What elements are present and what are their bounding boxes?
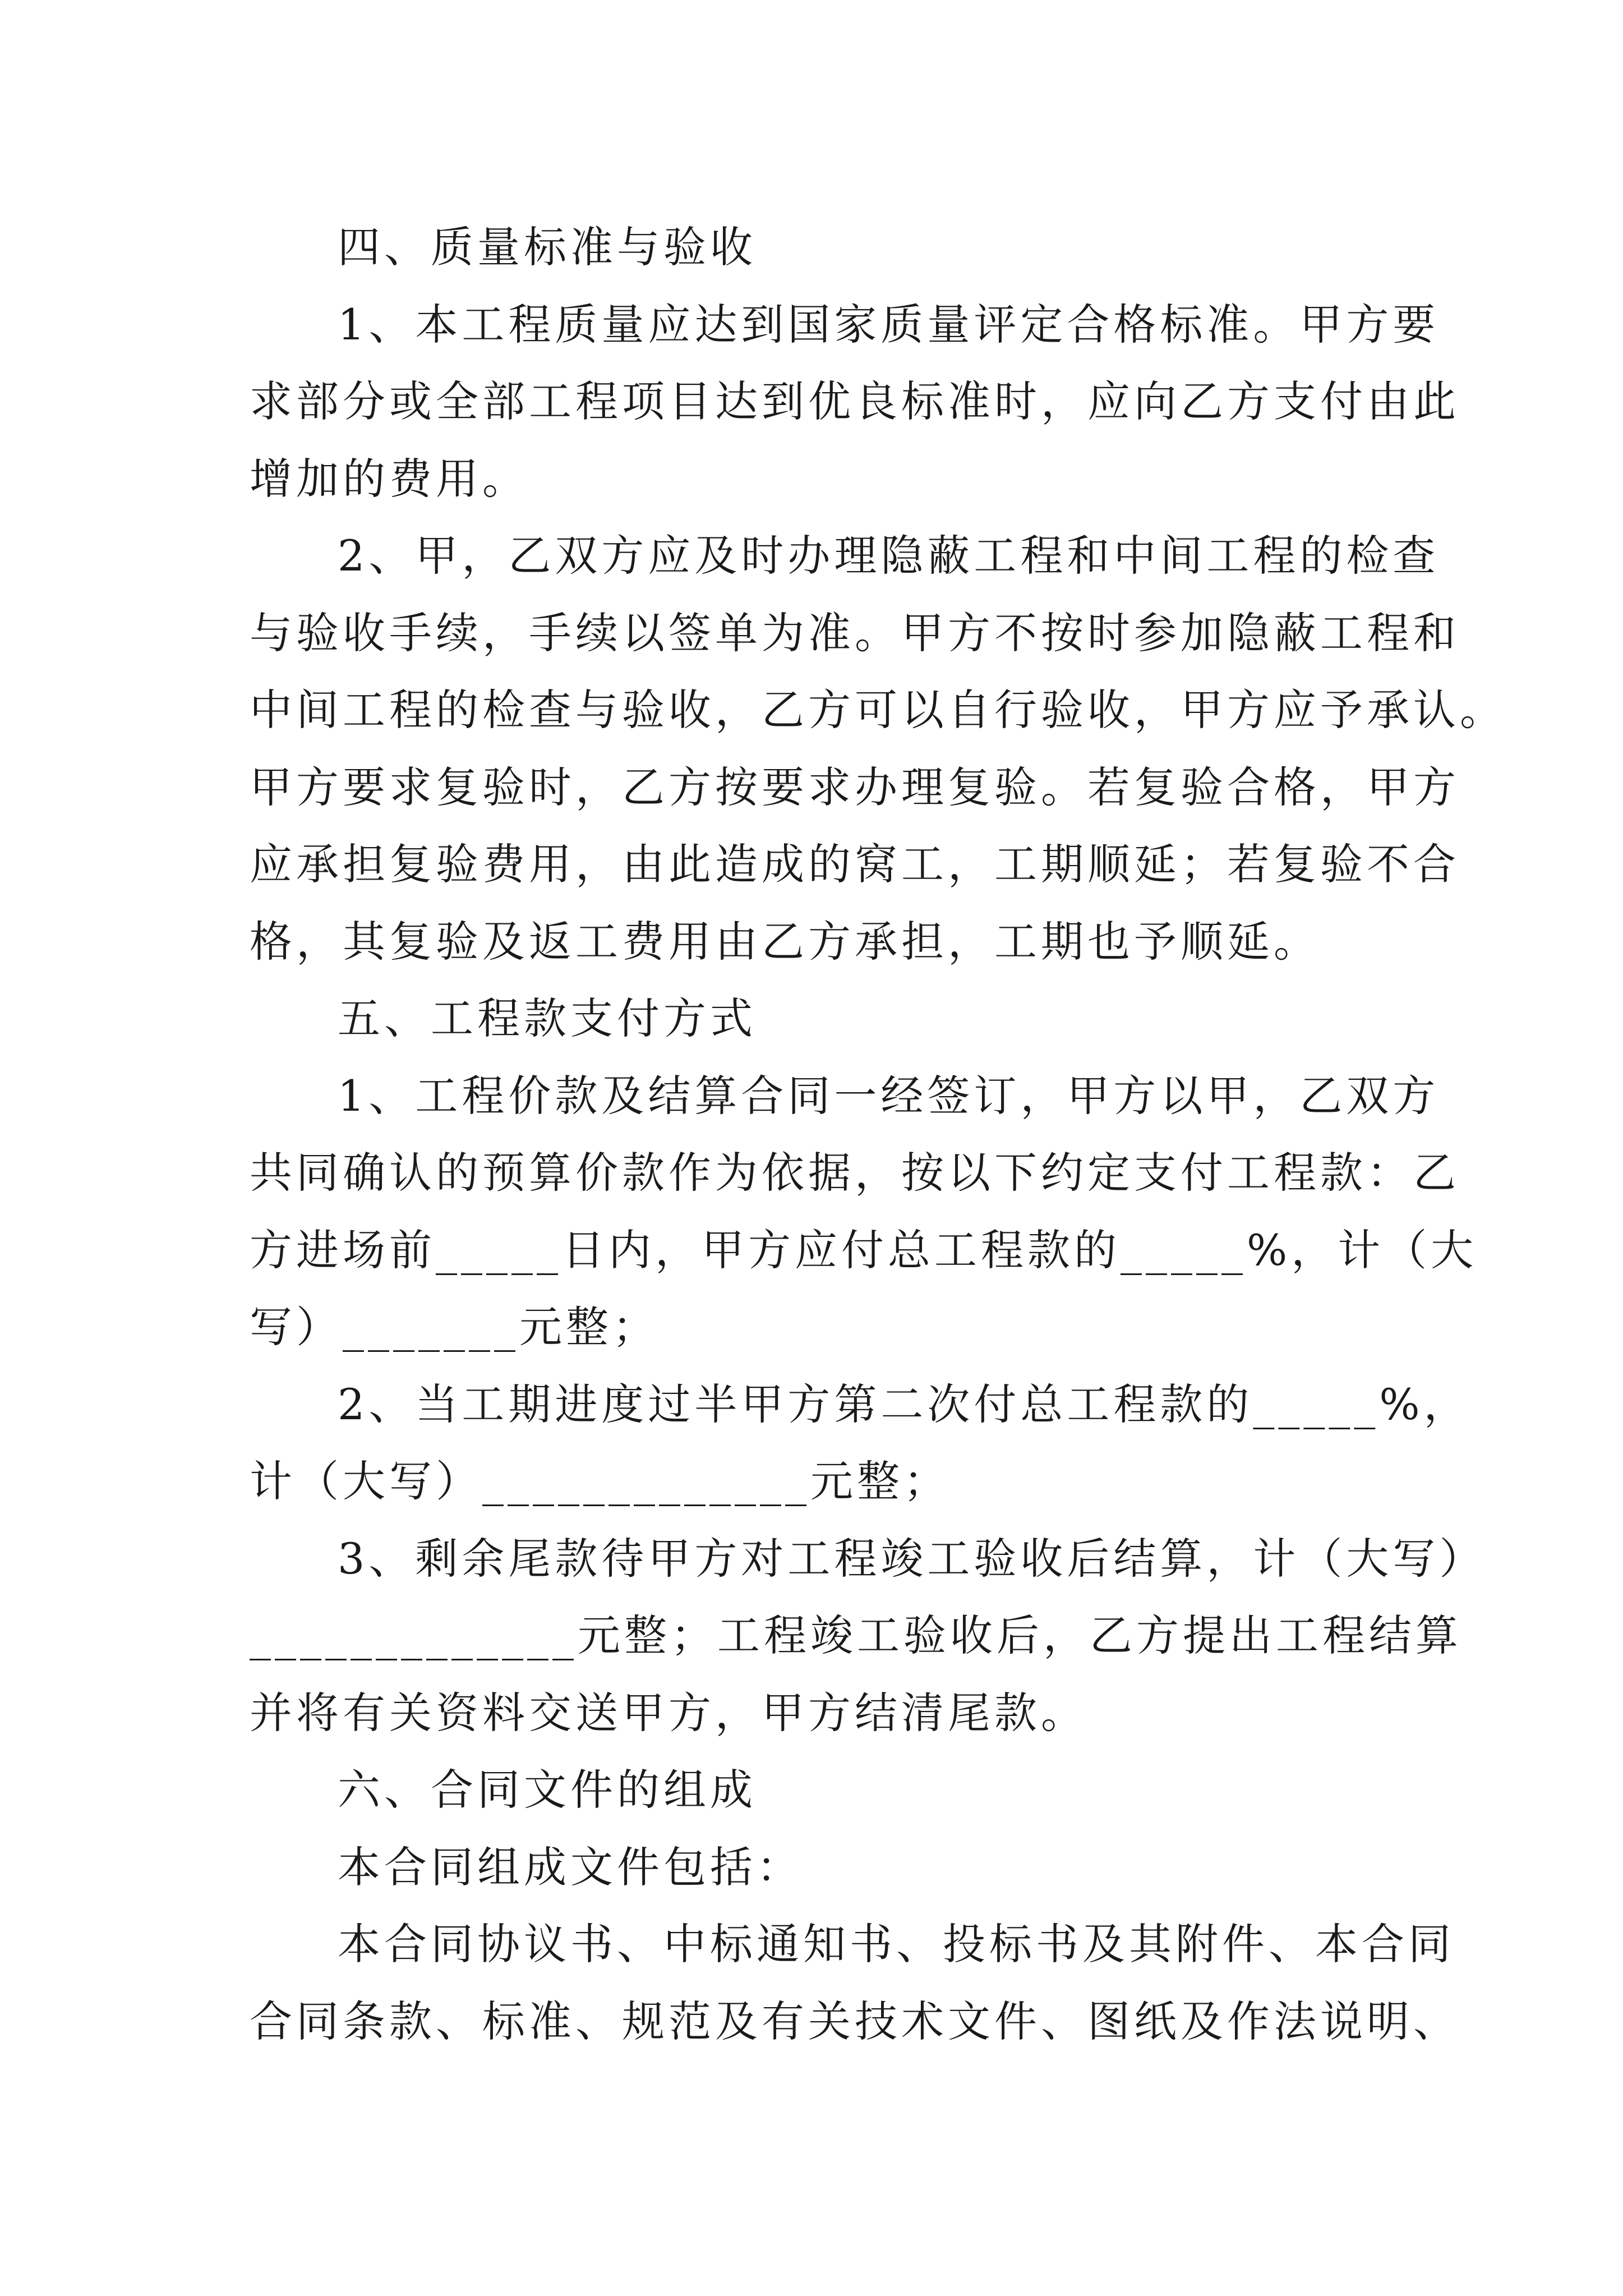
paragraph-line: 甲方要求复验时，乙方按要求办理复验。若复验合格，甲方 xyxy=(250,762,1460,812)
paragraph-line: 求部分或全部工程项目达到优良标准时，应向乙方支付由此 xyxy=(250,376,1460,426)
paragraph-line: 格，其复验及返工费用由乙方承担，工期也予顺延。 xyxy=(250,916,1320,967)
paragraph-line: 并将有关资料交送甲方，甲方结清尾款。 xyxy=(250,1687,1087,1738)
paragraph-line: 2、甲，乙双方应及时办理隐蔽工程和中间工程的检查 xyxy=(338,531,1440,581)
paragraph-line: 应承担复验费用，由此造成的窝工，工期顺延；若复验不合 xyxy=(250,839,1460,889)
paragraph-line: 1、工程价款及结算合同一经签订，甲方以甲，乙双方 xyxy=(338,1070,1440,1121)
paragraph-line: _____________元整；工程竣工验收后，乙方提出工程结算 xyxy=(250,1611,1462,1660)
paragraph-line: 3、剩余尾款待甲方对工程竣工验收后结算，计（大写） xyxy=(338,1533,1486,1584)
section-heading-contract-docs: 六、合同文件的组成 xyxy=(338,1765,757,1815)
document-body xyxy=(250,209,1506,2060)
paragraph-line: 合同条款、标准、规范及有关技术文件、图纸及作法说明、 xyxy=(250,1996,1460,2046)
paragraph-line: 与验收手续，手续以签单为准。甲方不按时参加隐蔽工程和 xyxy=(250,608,1460,658)
paragraph-line: 写）_______元整； xyxy=(250,1302,659,1352)
paragraph-line: 本合同组成文件包括： xyxy=(338,1842,803,1892)
paragraph-line: 1、本工程质量应达到国家质量评定合格标准。甲方要 xyxy=(338,299,1440,349)
paragraph-line: 增加的费用。 xyxy=(250,453,529,504)
section-heading-payment: 五、工程款支付方式 xyxy=(338,993,757,1043)
paragraph-line: 计（大写）_____________元整； xyxy=(250,1456,950,1506)
section-heading-quality: 四、质量标准与验收 xyxy=(338,222,757,272)
paragraph-line: 2、当工期进度过半甲方第二次付总工程款的_____%， xyxy=(338,1379,1470,1429)
paragraph-line: 中间工程的检查与验收，乙方可以自行验收，甲方应予承认。 xyxy=(250,685,1506,735)
paragraph-line: 方进场前_____日内，甲方应付总工程款的_____%，计（大 xyxy=(250,1225,1478,1275)
paragraph-line: 共同确认的预算价款作为依据，按以下约定支付工程款：乙 xyxy=(250,1148,1460,1198)
paragraph-line: 本合同协议书、中标通知书、投标书及其附件、本合同 xyxy=(338,1919,1455,1969)
